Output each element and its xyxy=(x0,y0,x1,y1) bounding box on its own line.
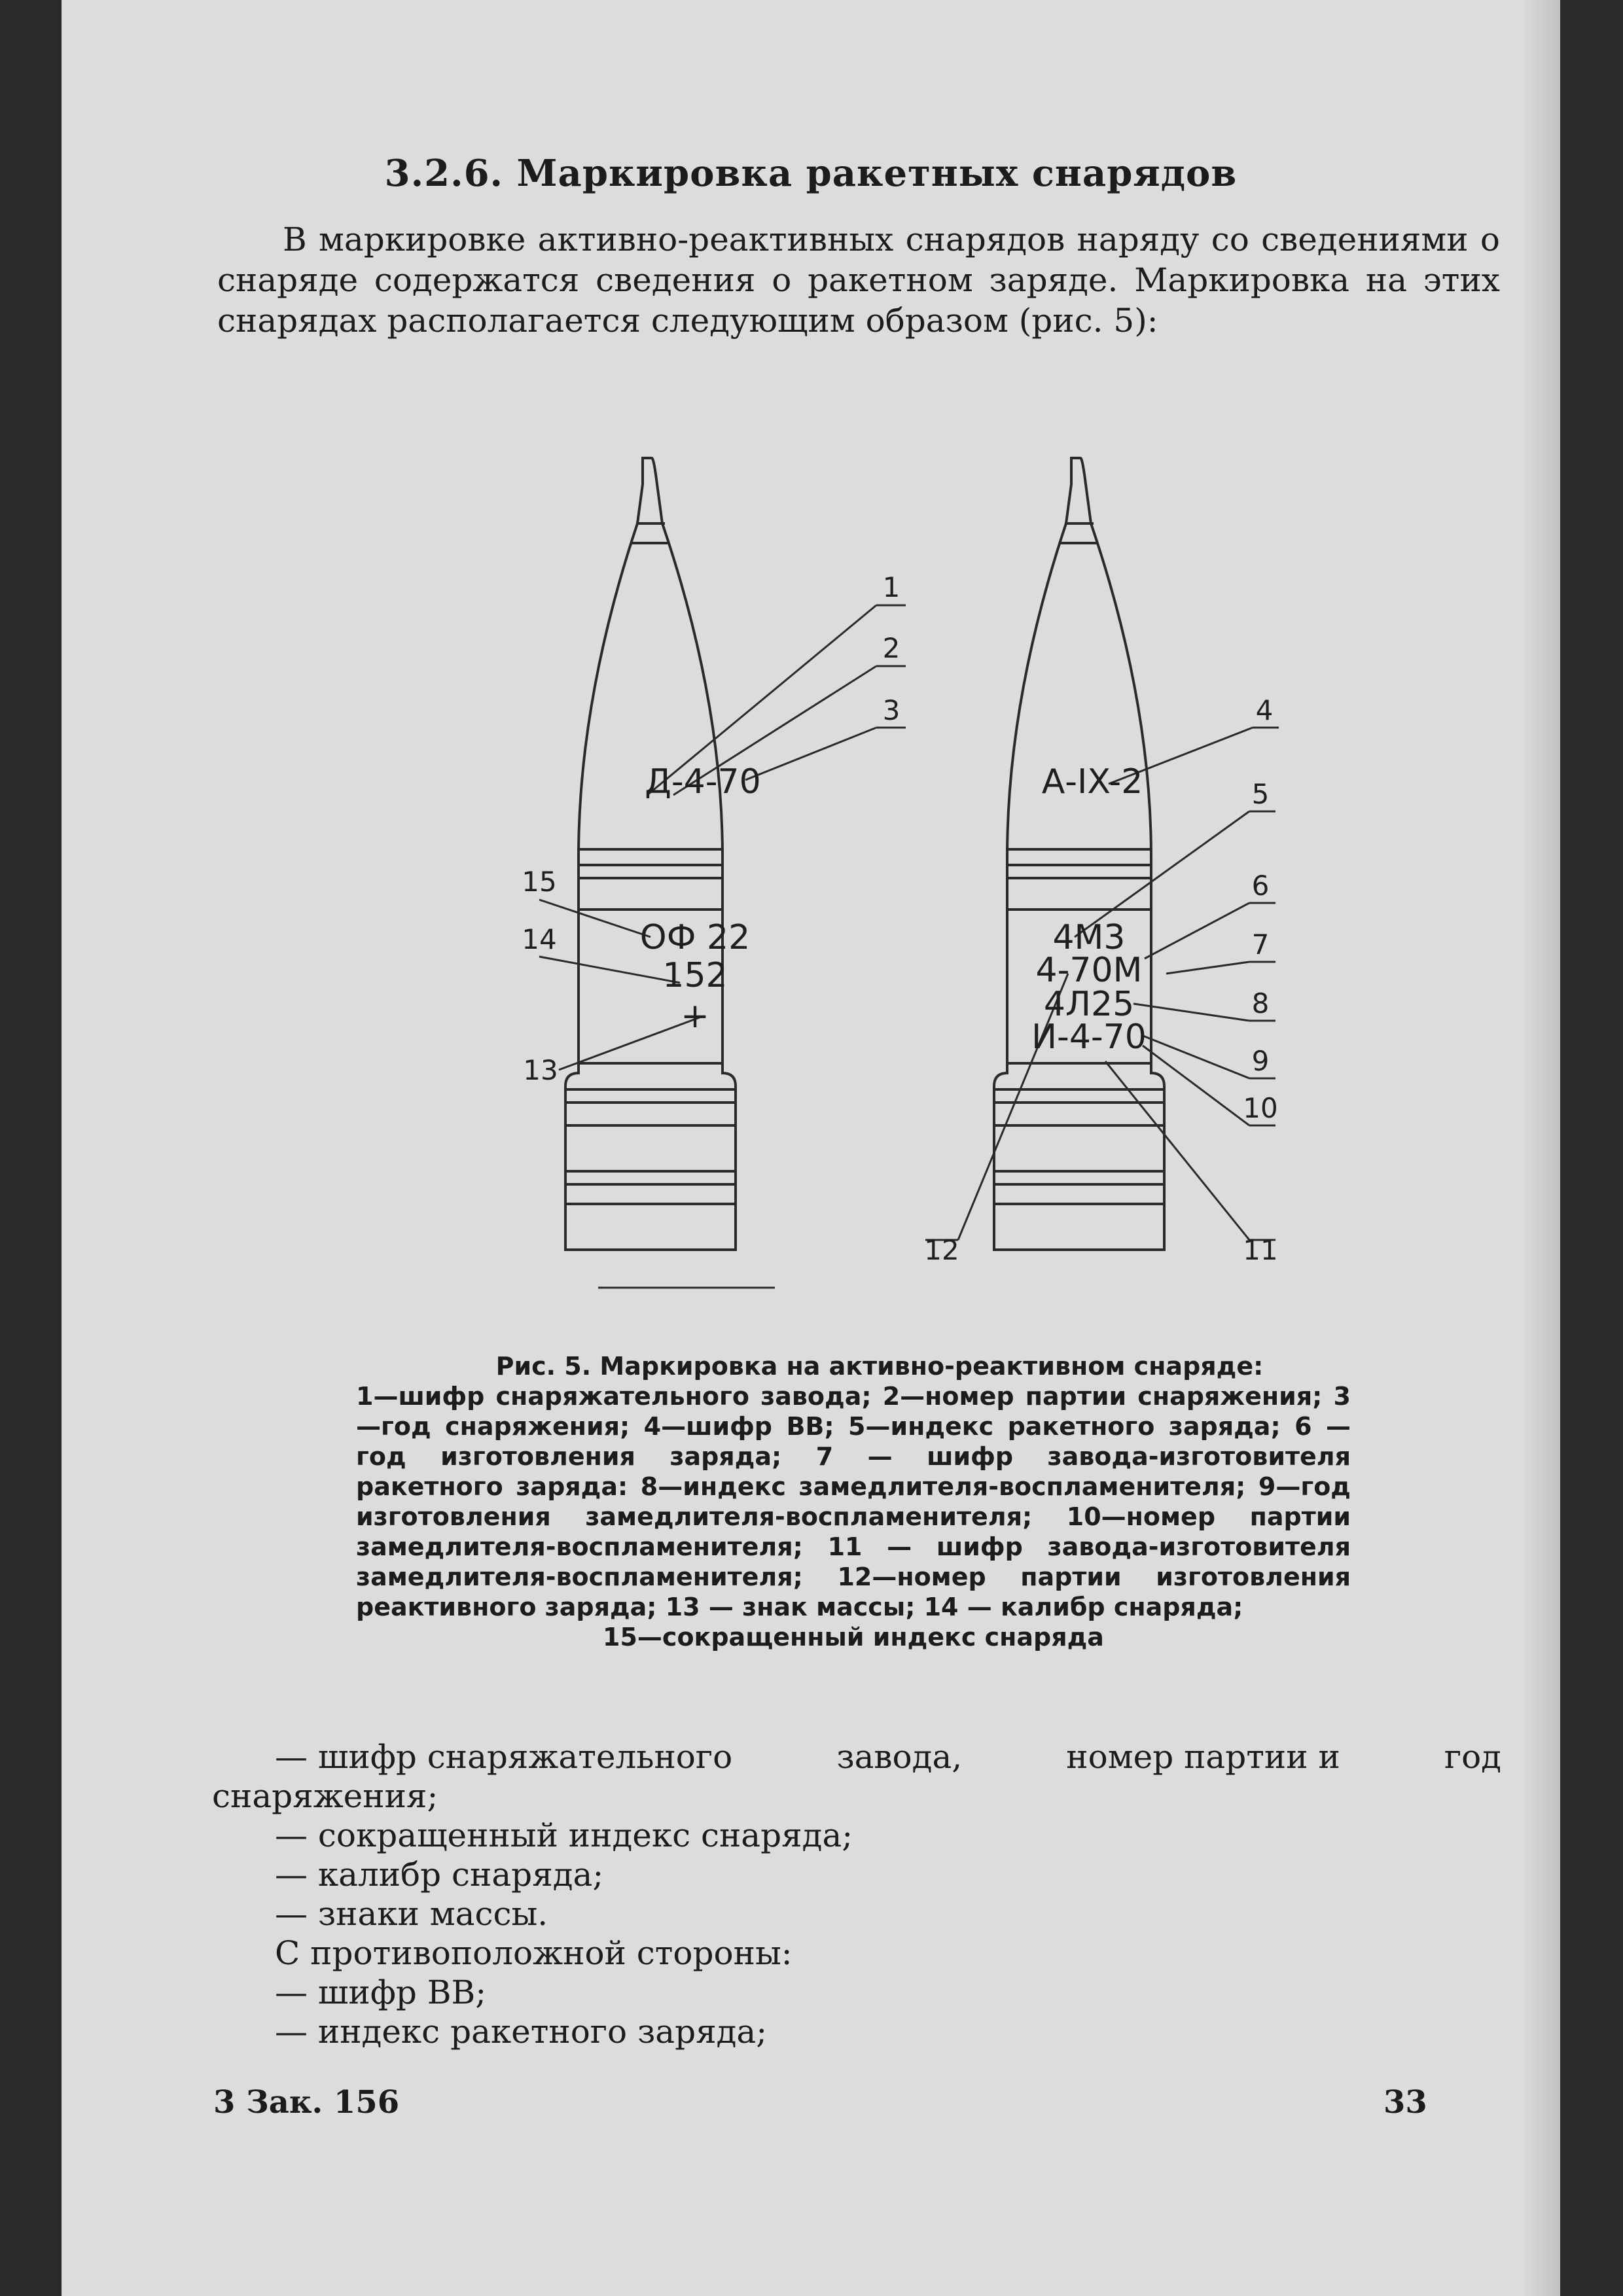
page-number: 33 xyxy=(1383,2084,1427,2121)
caption-body: 1—шифр снаряжательного завода; 2—номер партии снаряжения; 3—год снаряжения; 4—шифр ВВ; 5—индекс ракетного заряда; 6 — год изготовления заряда; 7 — шифр завода-изготовителя ракетного заряда: 8—индекс замедлителя-воспламенителя; 9—год изготовления замедлителя-воспламенителя; 10—номер партии замедлителя-воспламенителя; 11 — шифр завода-изготовителя замедлителя-воспламенителя; 12—номер партии изготовления реактивного заряда; 13 — знак массы; 14 — калибр снаряда; xyxy=(356,1382,1351,1621)
callout-2: 2 xyxy=(882,632,901,664)
shell-diagram xyxy=(62,445,1560,1328)
left-marking-caliber: 152 xyxy=(662,956,728,995)
callout-11: 11 xyxy=(1243,1234,1278,1266)
list-item: — знаки массы. xyxy=(275,1895,548,1933)
callout-6: 6 xyxy=(1251,870,1270,902)
document-page xyxy=(62,0,1560,2296)
callout-5: 5 xyxy=(1251,778,1270,810)
right-marking-igniter-year: И-4-70 xyxy=(1031,1017,1147,1057)
callout-9: 9 xyxy=(1251,1045,1270,1077)
callout-12: 12 xyxy=(924,1234,959,1266)
caption-title: Рис. 5. Маркировка на активно-реактивном снаряде: xyxy=(495,1352,1264,1381)
figure-5 xyxy=(62,445,1560,1328)
callout-8: 8 xyxy=(1251,987,1270,1019)
callout-3: 3 xyxy=(882,694,901,726)
callout-13: 13 xyxy=(523,1054,558,1086)
right-marking-explosive: А-IX-2 xyxy=(1041,762,1143,802)
subheading-other-side: С противоположной стороны: xyxy=(275,1934,793,1972)
left-shell-outline xyxy=(565,458,736,1250)
section-heading: 3.2.6. Маркировка ракетных снарядов xyxy=(384,152,1238,195)
list-item: — шифр снаряжательного завода, номер партии и год xyxy=(275,1738,1501,1776)
list-item: — индекс ракетного заряда; xyxy=(275,2013,768,2051)
left-marking-mass-sign: + xyxy=(681,997,709,1036)
right-marking-charge-year: 4-70М xyxy=(1035,951,1143,990)
right-marking-igniter-index: 4Л25 xyxy=(1043,985,1135,1024)
caption-last-line: 15—сокращенный индекс снаряда xyxy=(603,1623,1104,1651)
list-item: — калибр снаряда; xyxy=(275,1856,604,1894)
left-marking-plant-batch-year: Д-4-70 xyxy=(645,762,761,802)
callout-4: 4 xyxy=(1255,694,1274,726)
callout-14: 14 xyxy=(522,923,557,955)
callout-15: 15 xyxy=(522,866,557,898)
right-shell-outline xyxy=(994,458,1164,1250)
list-item: — шифр ВВ; xyxy=(275,1973,487,2011)
left-marking-index: ОФ 22 xyxy=(639,918,751,957)
right-marking-charge-index: 4М3 xyxy=(1052,918,1126,957)
marking-list xyxy=(212,1737,1501,2051)
footer-order-number: 3 Зак. 156 xyxy=(213,2084,400,2121)
callout-1: 1 xyxy=(882,571,901,603)
figure-caption xyxy=(356,1351,1351,1652)
list-item-continuation: снаряжения; xyxy=(212,1777,438,1815)
list-item: — сокращенный индекс снаряда; xyxy=(275,1816,853,1854)
callout-10: 10 xyxy=(1243,1092,1278,1124)
callout-7: 7 xyxy=(1251,928,1270,961)
intro-paragraph: В маркировке активно-реактивных снарядов наряду со сведениями о снаряде содержатся сведения о ракетном заряде. Маркировка на этих снарядах располагается следующим образом (рис. 5): xyxy=(217,221,1500,340)
